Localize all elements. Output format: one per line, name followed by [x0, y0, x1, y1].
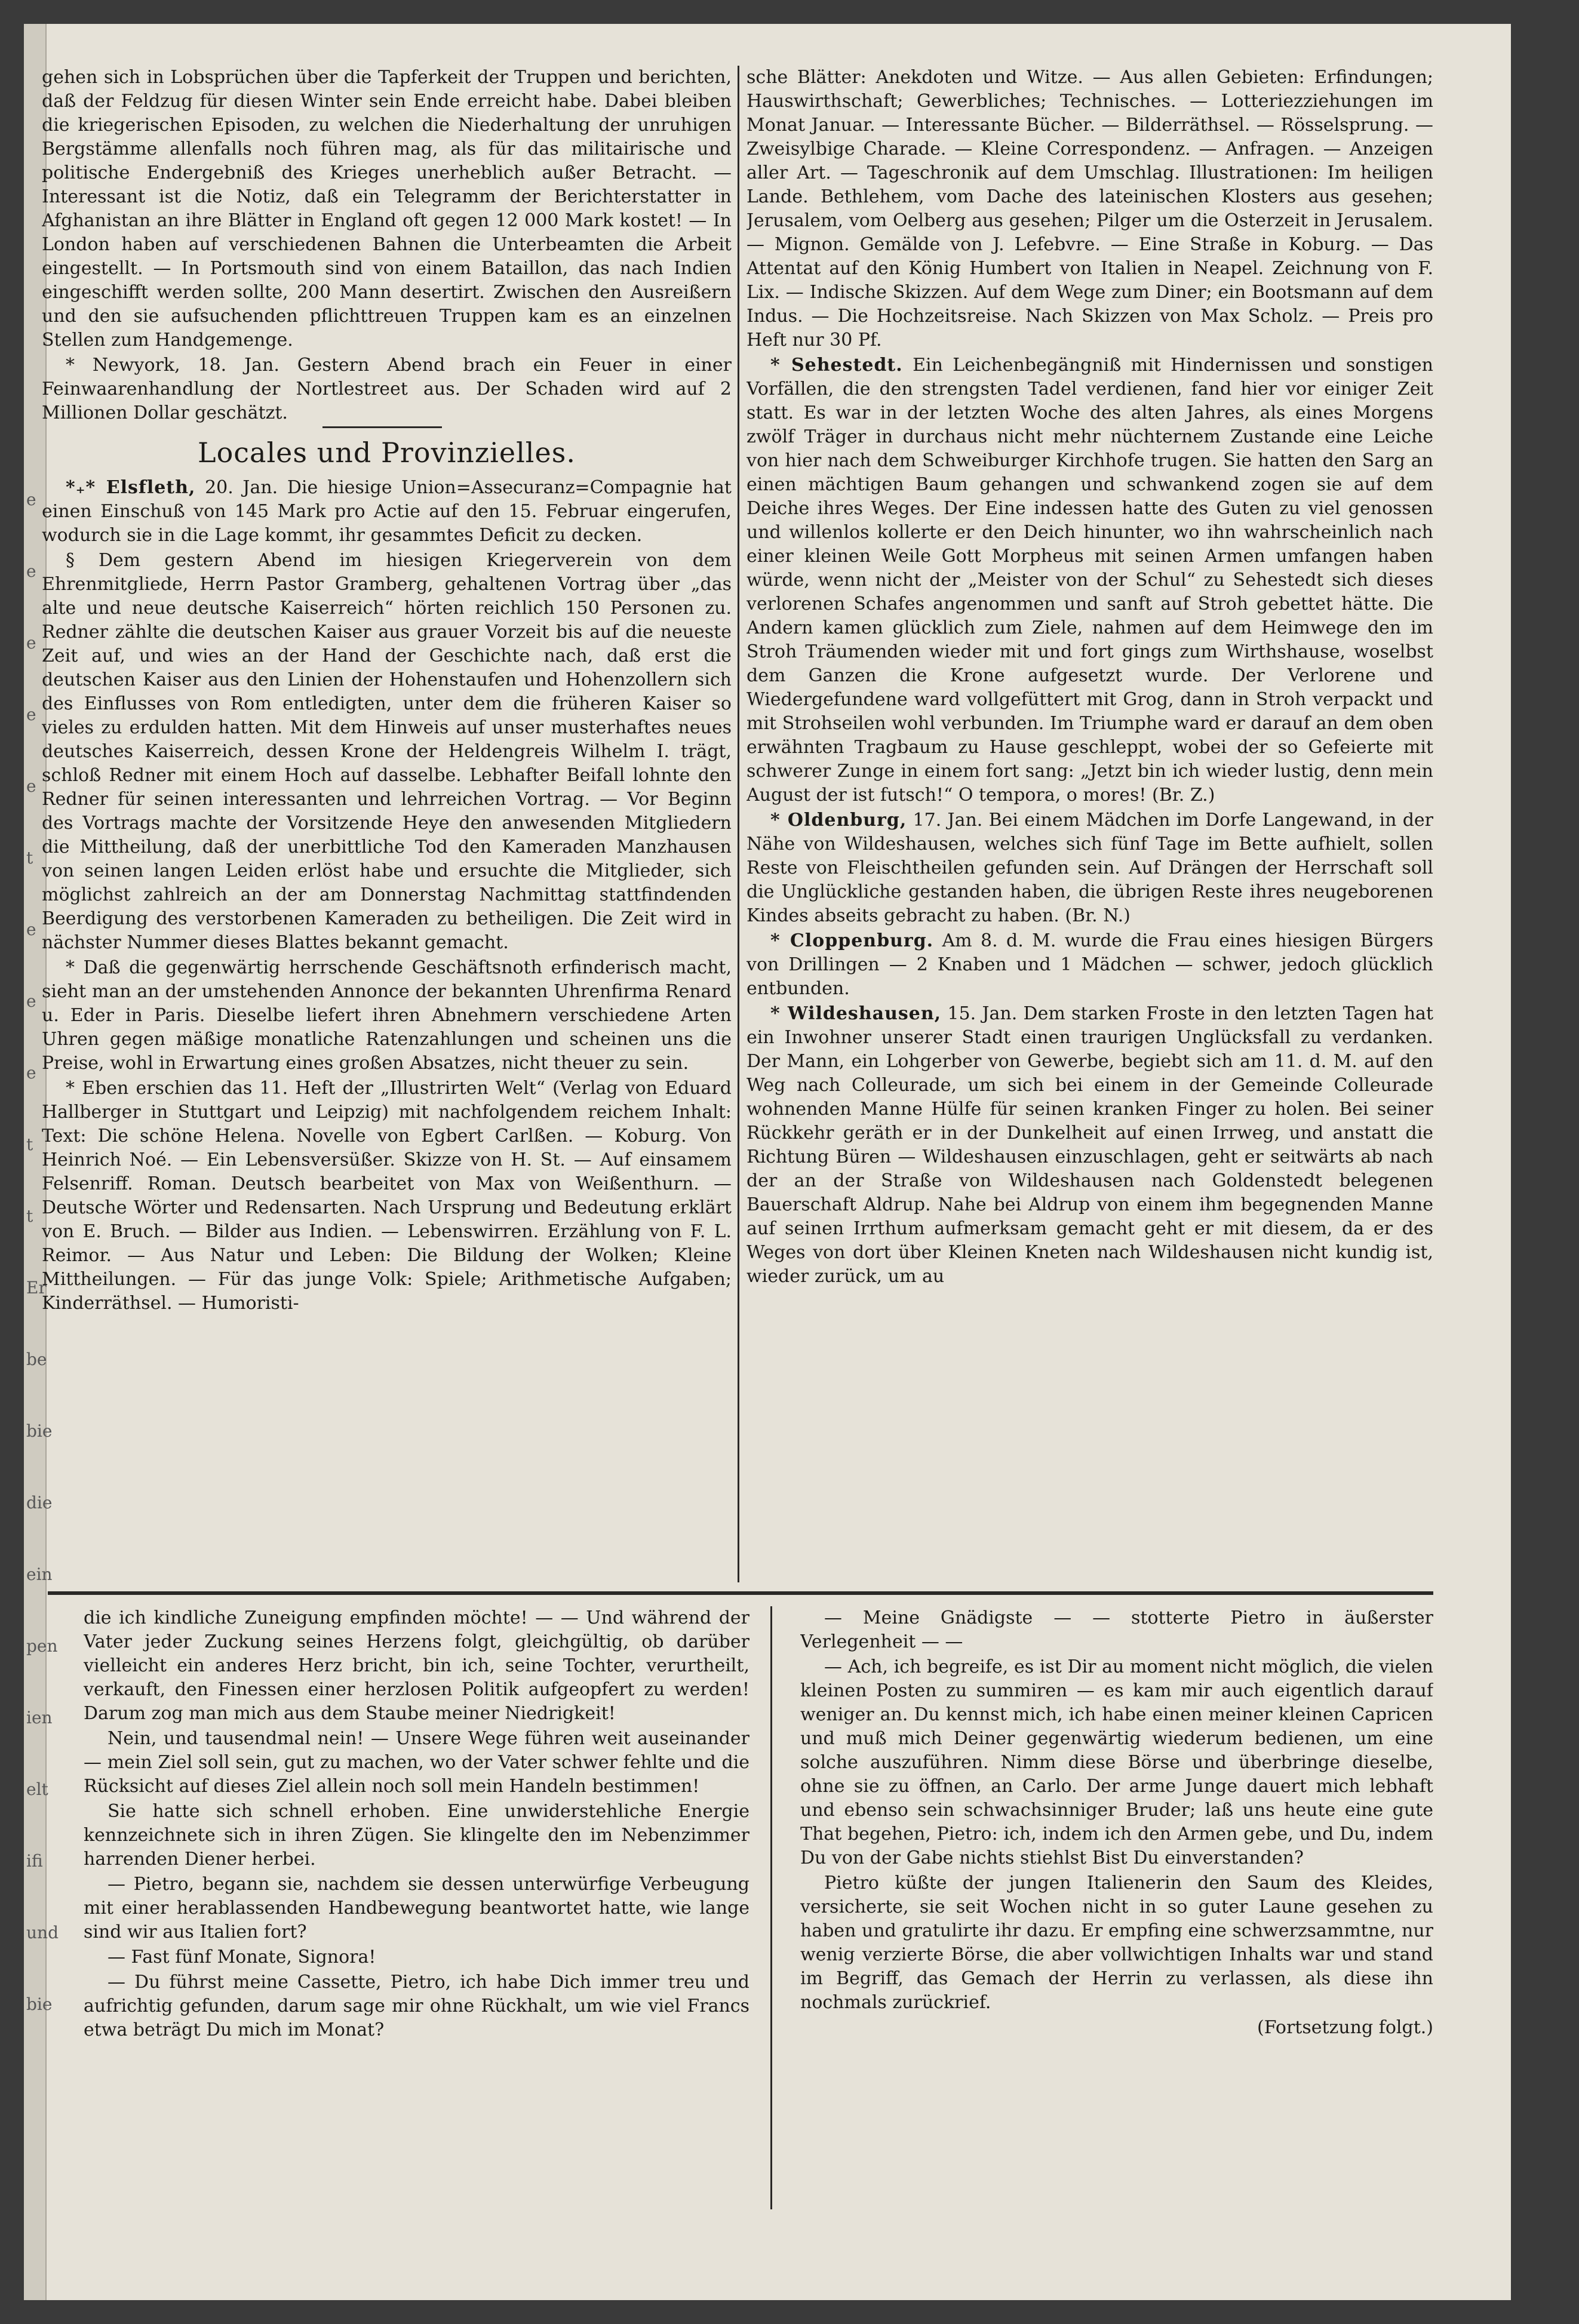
dateline: * Wildeshausen, — [770, 1003, 942, 1024]
news-item — [42, 549, 732, 955]
news-item — [747, 353, 1433, 807]
news-item — [747, 809, 1433, 928]
separator-rule — [322, 426, 442, 428]
news-item — [42, 1077, 732, 1315]
margin-fragment: e — [26, 490, 36, 509]
feuilleton-paragraph: die ich kindliche Zuneigung empfinden möchte! — — Und während der Vater jeder Zuckung seines Herzens folgt, gleichgültig, ob darüber vielleicht ein anderes Herz bricht, bin ich, seine Tochter, verurtheilt, verkauft, den Finessen einer herzlosen Politik aufgeopfert zu werden! Darum zog man mich aus dem Staube meiner Niedrigkeit! — [84, 1607, 749, 1724]
margin-fragment: elt — [26, 1779, 48, 1799]
feuilleton-column-divider — [770, 1606, 772, 2209]
feuilleton-paragraph: — Ach, ich begreife, es ist Dir au moment nicht möglich, die vielen kleinen Posten zu summiren — es kam mir auch eigentlich darauf weniger an. Du kennst mich, ich habe einen meiner kleinen Capricen und muß mich Deiner gegenwärtig wiederum bedienen, um eine solche auszuführen. Nimm diese Börse und überbringe dieselbe, ohne sie zu öffnen, an Carlo. Der arme Junge dauert mich lebhaft und ebenso sein schwachsinniger Bruder; laß uns heute eine gute That begehen, Pietro: ich, indem ich den Armen gebe, und Du, indem Du von der Gabe nichts stiehlst Bist Du einverstanden? — [800, 1656, 1433, 1868]
paragraph-newyork: * Newyork, 18. Jan. Gestern Abend brach ein Feuer in einer Feinwaarenhandlung der Nortlestreet aus. Der Schaden wird auf 2 Millionen Dollar geschätzt. — [42, 355, 732, 423]
margin-fragment: pen — [26, 1636, 58, 1656]
margin-fragment: e — [26, 776, 36, 796]
news-text: 15. Jan. Dem starken Froste in den letzten Tagen hat ein Inwohner unserer Stadt einen traurigen Unglücksfall zu verdanken. Der Mann, ein Lohgerber von Gewerbe, begiebt sich am 11. d. M. auf den Weg nach Colleurade, um sich bei einem in der Gemeinde Colleurade wohnenden Manne Hülfe für seinen kranken Finger zu holen. Bei seiner Rückkehr geräth er in der Dunkelheit auf einen Irrweg, und anstatt die Richtung Büren — Wildeshausen einzuschlagen, geht er seitwärts ab nach der an der Straße von Wildeshausen nach Goldenstedt belegenen Bauerschaft Aldrup. Nahe bei Aldrup von einem ihm begegnenden Manne auf seinen Irrthum aufmerksam gemacht geht er mit diesem, da er des Weges von dort über Kleinen Kneten nach Wildeshausen nicht kundig ist, wieder zurück, um au — [747, 1003, 1433, 1287]
news-text: Ein Leichenbegängniß mit Hindernissen und sonstigen Vorfällen, die den strengsten Tadel verdienen, fand hier vor einiger Zeit statt. Es war in der letzten Woche des alten Jahres, als eines Morgens zwölf Träger in durchaus nicht mehr nüchternem Zustande eine Leiche von hier nach dem Schweiburger Kirchhofe trugen. Sie hatten den Sarg an einen mächtigen Baum gehangen und schwankend zogen sie auf dem Deiche ihres Weges. Der Eine indessen hatte des Guten zu viel genossen und willenlos kollerte er den Deich hinunter, wo ihn wahrscheinlich nach einer kleinen Weile Gott Morpheus mit seinen Armen umfangen haben würde, wenn nicht der „Meister von der Schul“ zu Sehestedt sich dieses verlorenen Schafes angenommen und sanft auf Stroh gebettet hätte. Die Andern kamen glücklich zum Ziele, nahmen auf dem Heimwege den im Stroh Träumenden wieder mit und fort gings zum Wirthshause, woselbst dem Ganzen die Krone aufgesetzt wurde. Der Verlorene und Wiedergefundene ward vollgefüttert mit Grog, dann in Stroh verpackt und mit Strohseilen wohl verbunden. Im Triumphe ward er darauf an dem oben erwähnten Tragbaum zu Hause geschleppt, wobei der so Gefeierte mit schwerer Zunge in einem fort sang: „Jetzt bin ich wieder lustig, denn mein August der ist futsch!“ O tempora, o mores! (Br. Z.) — [747, 355, 1433, 806]
margin-fragment: t — [26, 848, 33, 868]
news-item — [747, 66, 1433, 352]
feuilleton-paragraph: — Du führst meine Cassette, Pietro, ich habe Dich immer treu und aufrichtig gefunden, darum sage mir ohne Rückhalt, um wie viel Francs etwa beträgt Du mich im Monat? — [84, 1972, 749, 2040]
news-text: Daß die gegenwärtig herrschende Geschäftsnoth erfinderisch macht, sieht man an der umstehenden Annonce der bekannten Uhrenfirma Renard u. Eder in Paris. Dieselbe liefert ihren Abnehmern verschiedene Arten Uhren gegen mäßige monatliche Ratenzahlungen und scheinen uns die Preise, wohl in Erwartung eines großen Absatzes, nicht theuer zu sein. — [42, 957, 732, 1074]
news-text: sche Blätter: Anekdoten und Witze. — Aus allen Gebieten: Erfindungen; Hauswirthschaft; Gewerbliches; Technisches. — Lotteriezziehungen im Monat Januar. — Interessante Bücher. — Bilderräthsel. — Rösselsprung. — Zweisylbige Charade. — Kleine Correspondenz. — Anfragen. — Anzeigen aller Art. — Tageschronik auf dem Umschlag. Illustrationen: Im heiligen Lande. Bethlehem, vom Dache des lateinischen Klosters aus gesehen; Jerusalem, vom Oelberg aus gesehen; Pilger um die Osterzeit in Jerusalem. — Mignon. Gemälde von J. Lefebvre. — Eine Straße in Koburg. — Das Attentat auf den König Humbert von Italien in Neapel. Zeichnung von F. Lix. — Indische Skizzen. Auf dem Wege zum Diner; ein Bootsmann auf dem Indus. — Die Hochzeitsreise. Nach Skizzen von Max Scholz. — Preis pro Heft nur 30 Pf. — [747, 67, 1433, 351]
feuilleton-paragraph: Sie hatte sich schnell erhoben. Eine unwiderstehliche Energie kennzeichnete sich in ihren Zügen. Sie klingelte den im Nebenzimmer harrenden Diener herbei. — [84, 1801, 749, 1870]
top-right-column — [747, 66, 1433, 1588]
margin-fragment: e — [26, 561, 36, 581]
margin-fragment: t — [26, 1206, 33, 1226]
news-item — [747, 1002, 1433, 1289]
feuilleton-paragraph: Pietro küßte der jungen Italienerin den Saum des Kleides, versicherte, sie seit Wochen nicht in so guter Laune gesehen zu haben und gratulirte ihr dazu. Er empfing eine schwerzsammtne, nur wenig verzierte Börse, die aber vollwichtigen Inhalts war und stand im Begriff, das Gemach der Herrin zu verlassen, als diese ihn nochmals zurückrief. — [800, 1873, 1433, 2013]
margin-fragment: e — [26, 705, 36, 724]
dateline: * Cloppenburg. — [770, 930, 934, 951]
margin-fragment: t — [26, 1135, 33, 1154]
margin-fragment: die — [26, 1493, 53, 1513]
news-text: Dem gestern Abend im hiesigen Kriegerverein von dem Ehrenmitgliede, Herrn Pastor Gramberg, gehaltenen Vortrag über „das alte und neue deutsche Kaiserreich“ hörten reichlich 150 Personen zu. Redner zählte die deutschen Kaiser aus grauer Vorzeit bis auf die neueste Zeit auf, und wies an der Hand der Geschichte nach, daß erst die deutschen Kaiser aus den Linien der Hohenstaufen und Hohenzollern sich des Einflusses von Rom entledigten, unter dem die früheren Kaiser so vieles zu erdulden hatten. Mit dem Hinweis auf unser musterhaftes neues deutsches Kaiserreich, dessen Krone der Heldengreis Wilhelm I. trägt, schloß Redner mit einem Hoch auf dasselbe. Lebhafter Beifall lohnte den Redner für seinen interessanten und lehrreichen Vortrag. — Vor Beginn des Vortrags machte der Vorsitzende Heye den anwesenden Mitgliedern die Mittheilung, daß der unerbittliche Tod den Kameraden Manzhausen von seinen langen Leiden erlöst habe und ersuchte die Mitglieder, sich möglichst zahlreich an der am Donnerstag Nachmittag stattfindenden Beerdigung des verstorbenen Kameraden zu betheiligen. Die Zeit wird in nächster Nummer dieses Blattes bekannt gemacht. — [42, 550, 732, 953]
news-text: Eben erschien das 11. Heft der „Illustrirten Welt“ (Verlag von Eduard Hallberger in Stuttgart und Leipzig) mit nachfolgendem reichem Inhalt: Text: Die schöne Helena. Novelle von Egbert Carlßen. — Koburg. Von Heinrich Noé. — Ein Lebensversüßer. Skizze von H. St. — Auf einsamem Felsenriff. Roman. Deutsch bearbeitet von Max von Weißenthurn. — Deutsche Wörter und Redensarten. Nach Ursprung und Bedeutung erklärt von E. Bruch. — Bilder aus Indien. — Lebenswirren. Erzählung von F. L. Reimor. — Aus Natur und Leben: Die Bildung der Wolken; Kleine Mittheilungen. — Für das junge Volk: Spiele; Arithmetische Aufgaben; Kinderräthsel. — Humoristi- — [42, 1078, 732, 1314]
newspaper-page — [24, 24, 1511, 2300]
news-item — [42, 476, 732, 548]
margin-fragment: e — [26, 920, 36, 939]
news-item — [42, 956, 732, 1075]
section-title: Locales und Provinzielles. — [198, 436, 576, 469]
feuilleton-right-column — [800, 1606, 1433, 2233]
margin-fragment: Er — [26, 1278, 47, 1298]
top-left-column — [42, 66, 732, 1588]
feuilleton-divider — [48, 1591, 1433, 1595]
dateline: § — [66, 550, 75, 571]
feuilleton-paragraph: — Fast fünf Monate, Signora! — [107, 1947, 376, 1968]
feuilleton-paragraph: — Meine Gnädigste — — stotterte Pietro in äußerster Verlegenheit — — — [800, 1607, 1433, 1652]
feuilleton-paragraph: — Pietro, begann sie, nachdem sie dessen unterwürfige Verbeugung mit einer herablassenden Handbewegung beantwortet hatte, wie lange sind wir aus Italien fort? — [84, 1874, 749, 1942]
margin-fragment: bie — [26, 1994, 53, 2014]
feuilleton-paragraph: Nein, und tausendmal nein! — Unsere Wege führen weit auseinander — mein Ziel soll sein, gut zu machen, wo der Vater schwer fehlte und die Rücksicht auf dieses Ziel allein noch soll mein Handeln bestimmen! — [84, 1728, 749, 1797]
dateline: *₊* Elsfleth, — [66, 477, 196, 498]
news-text: 20. Jan. Die hiesige Union=Assecuranz=Compagnie hat einen Einschuß von 145 Mark pro Actie auf den 15. Februar eingerufen, wodurch sie in die Lage kommt, ihr gesammtes Deficit zu decken. — [42, 477, 732, 546]
continuation-note: (Fortsetzung folgt.) — [1257, 2017, 1433, 2038]
dateline: * Oldenburg, — [770, 810, 907, 831]
margin-fragment: e — [26, 991, 36, 1011]
margin-fragment: be — [26, 1349, 47, 1369]
column-divider — [738, 66, 739, 1582]
margin-fragment: ein — [26, 1564, 53, 1584]
margin-fragment: ien — [26, 1708, 53, 1727]
margin-fragment: e — [26, 1063, 36, 1083]
dateline: * — [66, 957, 75, 978]
margin-fragment: ifi — [26, 1851, 43, 1871]
margin-fragment: e — [26, 633, 36, 653]
news-item — [747, 929, 1433, 1001]
paragraph-afghanistan: gehen sich in Lobsprüchen über die Tapferkeit der Truppen und berichten, daß der Feldzug für diesen Winter sein Ende erreicht habe. Dabei bleiben die kriegerischen Episoden, zu welchen die Niederhaltung der unruhigen Bergstämme allenfalls noch führen mag, als für das militairische und politische Endergebniß des Krieges unerheblich außer Betracht. — Interessant ist die Notiz, daß ein Telegramm der Berichterstatter in Afghanistan an ihre Blätter in England oft gegen 12 000 Mark kostet! — In London haben auf verschiedenen Bahnen die Unterbeamten die Arbeit eingestellt. — In Portsmouth sind von einem Bataillon, das nach Indien eingeschifft werden sollte, 200 Mann desertirt. Zwischen den Ausreißern und den sie aufsuchenden pflichttreuen Truppen kam es an einzelnen Stellen zum Handgemenge. — [42, 67, 732, 351]
feuilleton-left-column — [84, 1606, 749, 2233]
dateline: * Sehestedt. — [770, 355, 903, 376]
news-text: Am 8. d. M. wurde die Frau eines hiesigen Bürgers von Drillingen — 2 Knaben und 1 Mädchen — schwer, jedoch glücklich entbunden. — [747, 930, 1433, 999]
dateline: * — [66, 1078, 75, 1099]
margin-fragment: bie — [26, 1421, 53, 1441]
news-text: 17. Jan. Bei einem Mädchen im Dorfe Langewand, in der Nähe von Wildeshausen, welches sich fünf Tage im Bette aufhielt, sollen Reste von Fleischtheilen gefunden sein. Auf Drängen der Herrschaft soll die Unglückliche gestanden haben, die übrigen Reste ihres neugeborenen Kindes abseits gebracht zu haben. (Br. N.) — [747, 810, 1433, 926]
margin-fragment: und — [26, 1923, 59, 1942]
